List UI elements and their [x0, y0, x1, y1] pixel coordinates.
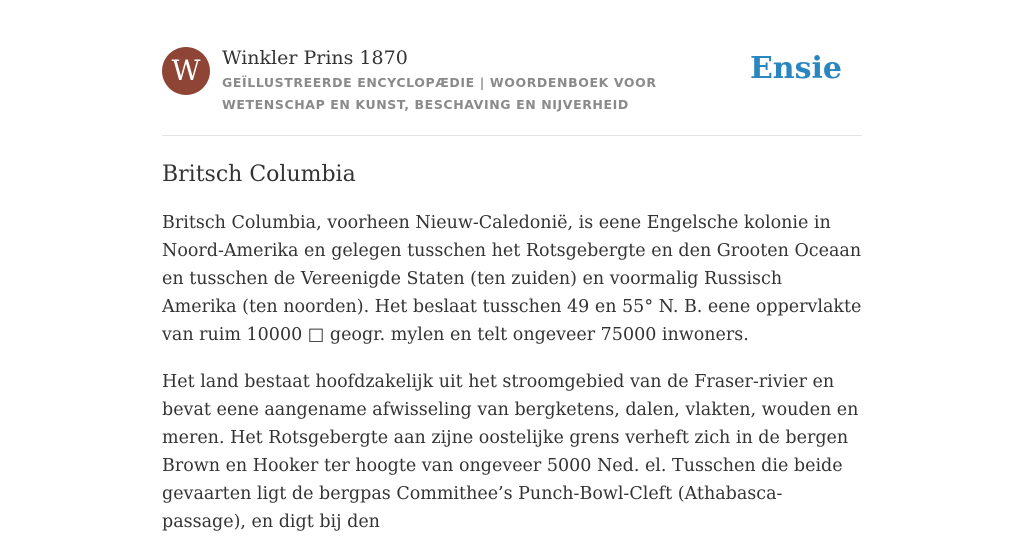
source-avatar[interactable]: W — [162, 47, 210, 95]
ensie-logo-link[interactable]: Ensie — [749, 51, 842, 86]
source-header — [162, 45, 862, 115]
source-title-link[interactable]: Winkler Prins 1870 — [222, 47, 408, 69]
article — [162, 158, 862, 555]
article-paragraph-2: Het land bestaat hoofdzakelijk uit het stroomgebied van de Fraser-rivier en bevat eene aangename afwisseling van bergketens, dalen, vlakten, wouden en meren. Het Rotsgebergte aan zijne oostelijke grens verheft zich in de bergen Brown en Hooker ter hoogte van ongeveer 5000 Ned. el. Tusschen die beide gevaarten ligt de bergpas Commithee’s Punch-Bowl-Cleft (Athabasca-passage), en digt bij den — [162, 372, 859, 532]
header-divider — [162, 135, 862, 136]
source-subtitle: GEÏLLUSTREERDE ENCYCLOPÆDIE | WOORDENBOEK VOOR WETENSCHAP EN KUNST, BESCHAVING EN NIJVERHEID — [222, 75, 657, 112]
article-paragraph-1: Britsch Columbia, voorheen Nieuw-Caledonië, is eene Engelsche kolonie in Noord-Amerika en gelegen tusschen het Rotsgebergte en den Grooten Oceaan en tusschen de Vereenigde Staten (ten zuiden) en voormalig Russisch Amerika (ten noorden). Het beslaat tusschen 49 en 55° N. B. eene oppervlakte van ruim 10000 □ geogr. mylen en telt ongeveer 75000 inwoners. — [162, 213, 862, 345]
article-title: Britsch Columbia — [162, 162, 356, 187]
